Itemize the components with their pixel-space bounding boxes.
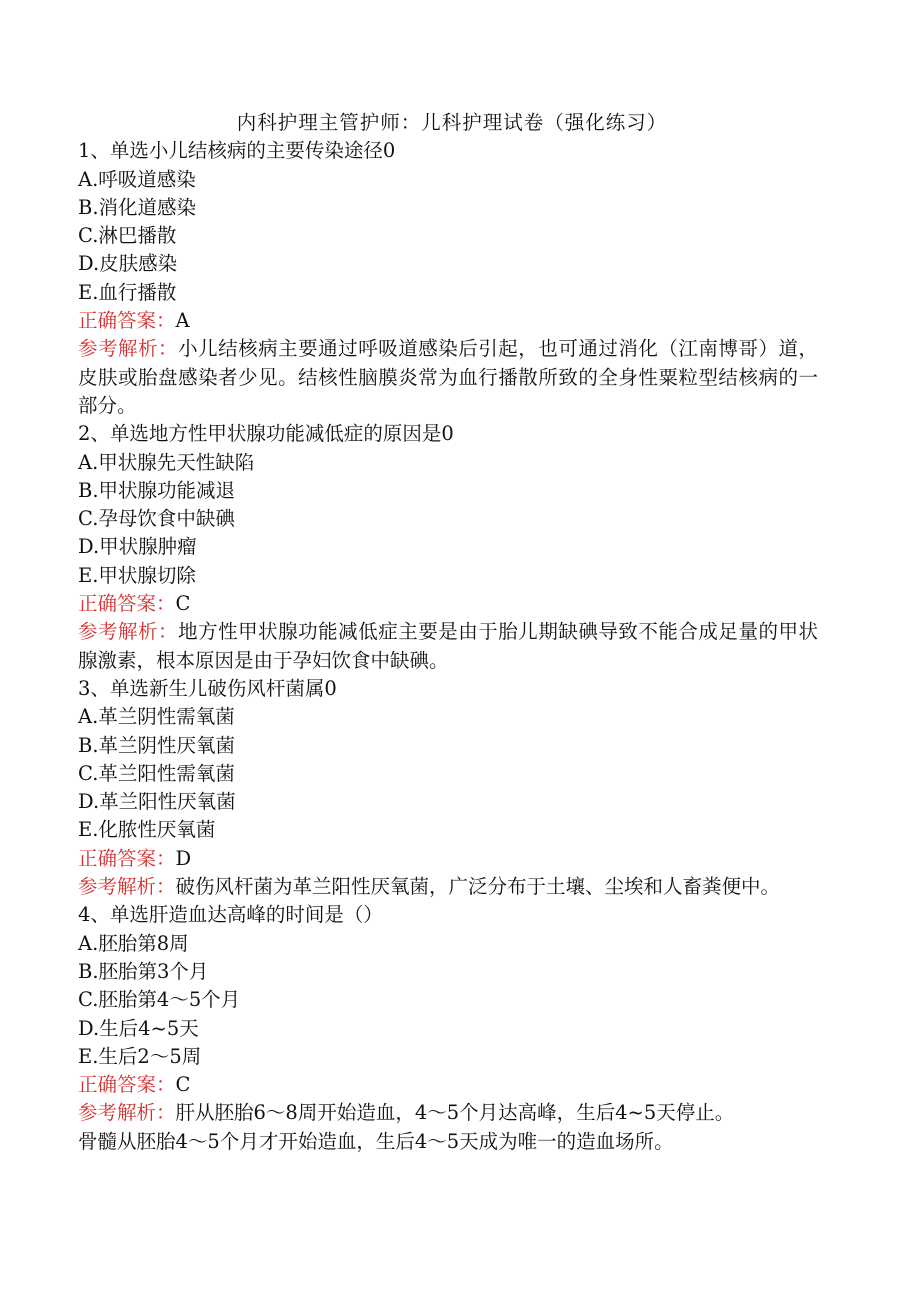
explanation-row [78,618,818,675]
answer-value: D [175,846,192,870]
question-stem: 2、单选地方性甲状腺功能减低症的原因是0 [78,422,454,446]
option-c: C.胚胎第4～5个月 [78,988,241,1012]
explanation-label: 参考解析： [78,337,179,361]
explanation-text: 小儿结核病主要通过呼吸道感染后引起，也可通过消化（江南博哥）道，皮肤或胎盘感染者少见。结核性脑膜炎常为血行播散所致的全身性粟粒型结核病的一部分。 [78,337,818,417]
explanation-text: 地方性甲状腺功能减低症主要是由于胎儿期缺碘导致不能合成足量的甲状腺激素，根本原因是由于孕妇饮食中缺碘。 [78,620,818,672]
option-d: D.革兰阳性厌氧菌 [78,790,236,814]
option-c: C.孕母饮食中缺碘 [78,507,235,531]
option-d: D.皮肤感染 [78,252,178,276]
answer-label: 正确答案： [78,846,176,870]
explanation-label: 参考解析： [78,1101,176,1125]
answer-row [78,1071,818,1099]
question-block [78,420,818,675]
answer-row [78,307,818,335]
question-stem: 4、单选肝造血达高峰的时间是（） [78,903,383,927]
question-stem: 3、单选新生儿破伤风杆菌属0 [78,676,337,700]
option-c: C.革兰阳性需氧菌 [78,761,235,785]
explanation-text: 破伤风杆菌为革兰阳性厌氧菌，广泛分布于土壤、尘埃和人畜粪便中。 [175,875,781,899]
explanation-row [78,1099,818,1127]
answer-value: C [175,592,191,616]
option-b: B.消化道感染 [78,195,197,219]
option-e: E.化脓性厌氧菌 [78,818,216,842]
document-title: 内科护理主管护师：儿科护理试卷（强化练习） [236,111,668,134]
question-stem: 1、单选小儿结核病的主要传染途径0 [78,139,396,163]
explanation-row [78,873,818,901]
explanation-text: 肝从胚胎6～8周开始造血，4～5个月达高峰，生后4~5天停止。 [175,1101,735,1125]
question-block [78,137,818,420]
question-block [78,675,818,901]
explanation-row [78,335,818,420]
option-b: B.胚胎第3个月 [78,959,209,983]
explanation-label: 参考解析： [78,875,176,899]
option-b: B.革兰阴性厌氧菌 [78,733,236,757]
answer-row [78,590,818,618]
option-d: D.生后4~5天 [78,1016,199,1040]
question-block [78,901,818,1156]
answer-label: 正确答案： [78,592,176,616]
option-e: E.甲状腺切除 [78,563,196,587]
answer-value: A [175,309,190,333]
option-a: A.革兰阴性需氧菌 [78,705,235,729]
option-b: B.甲状腺功能减退 [78,478,236,502]
option-a: A.甲状腺先天性缺陷 [78,450,255,474]
answer-row [78,845,818,873]
option-d: D.甲状腺肿瘤 [78,535,197,559]
explanation-continuation: 骨髓从胚胎4～5个月才开始造血，生后4～5天成为唯一的造血场所。 [78,1129,674,1153]
answer-label: 正确答案： [78,1073,176,1097]
option-a: A.胚胎第8周 [78,931,189,955]
explanation-label: 参考解析： [78,620,179,644]
option-e: E.生后2～5周 [78,1044,202,1068]
option-c: C.淋巴播散 [78,224,177,248]
option-a: A.呼吸道感染 [78,167,196,191]
document-page [78,109,818,1156]
answer-value: C [175,1073,191,1097]
option-e: E.血行播散 [78,280,177,304]
answer-label: 正确答案： [78,309,176,333]
